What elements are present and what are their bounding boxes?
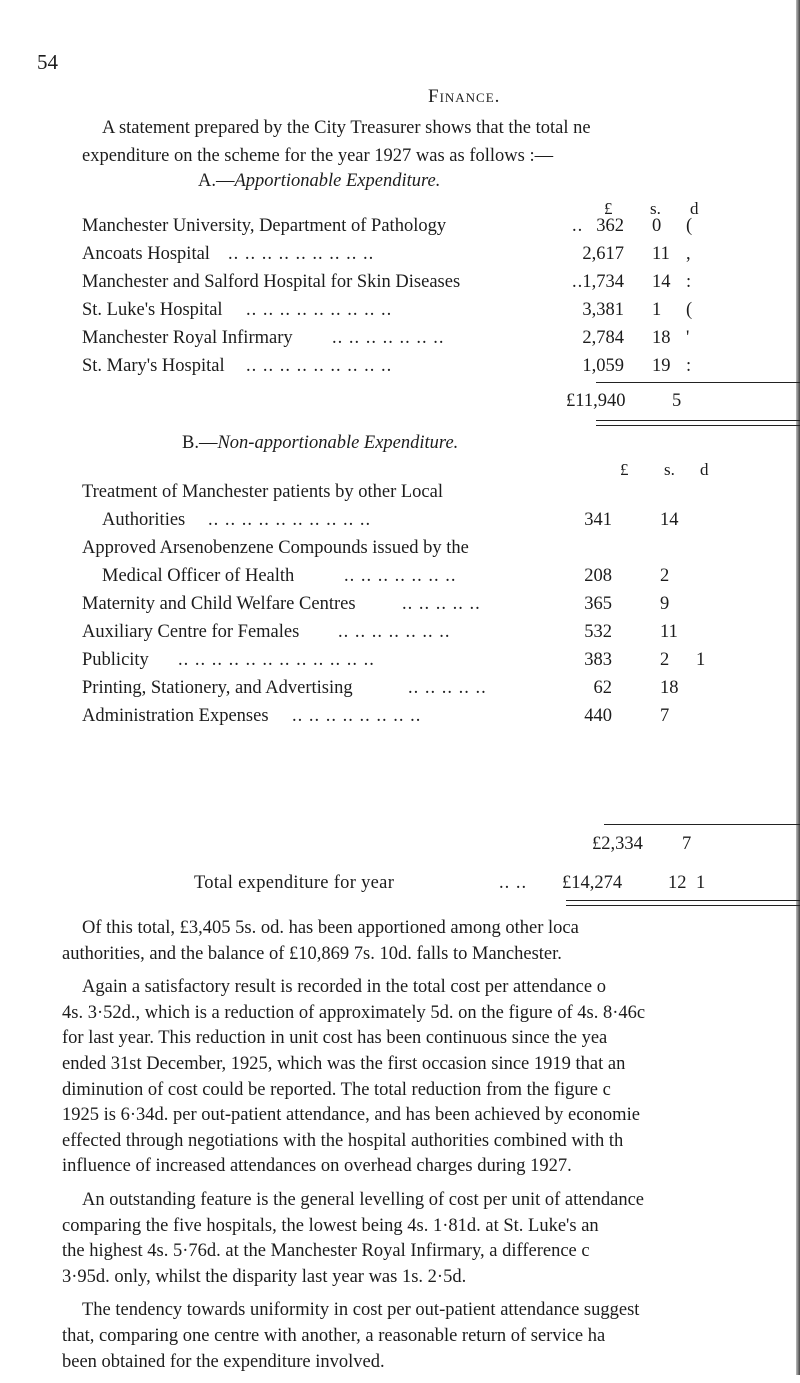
row-shillings: 14 (652, 272, 671, 292)
table-row (82, 590, 800, 618)
table-row (82, 352, 800, 380)
grand-total-label: Total expenditure for year (194, 873, 395, 893)
leader-dots: .. (572, 272, 584, 292)
row-pounds: 440 (584, 706, 612, 726)
text-line: An outstanding feature is the general levelling of cost per unit of attendance (82, 1189, 645, 1210)
text-line: 1925 is 6·34d. per out-patient attendance, and has been achieved by economie (62, 1105, 640, 1126)
row-pence: , (686, 244, 691, 264)
row-shillings: 9 (660, 594, 670, 614)
text-line: for last year. This reduction in unit cost has been continuous since the yea (62, 1028, 608, 1049)
section-b-title-text: Non-apportionable Expenditure. (217, 433, 459, 453)
row-label: Printing, Stationery, and Advertising (82, 678, 353, 698)
grand-total-row (194, 873, 706, 894)
page-number: 54 (37, 50, 58, 74)
text-line: effected through negotiations with the hospital authorities combined with th (62, 1130, 624, 1151)
section-b-total (592, 834, 692, 855)
text-line: that, comparing one centre with another, a reasonable return of service ha (62, 1325, 606, 1346)
row-pounds: 362 (596, 216, 624, 236)
row-label: Publicity (82, 650, 149, 670)
row-pounds: 532 (584, 622, 612, 642)
row-label: Manchester Royal Infirmary (82, 328, 293, 348)
leader-dots: .. .. .. .. .. .. .. .. .. (246, 300, 393, 320)
shillings-unit: s. (650, 199, 661, 218)
text-line: 4s. 3·52d., which is a reduction of approximately 5d. on the figure of 4s. 8·46c (62, 1002, 646, 1023)
row-pounds: 62 (593, 678, 612, 698)
table-row (82, 296, 800, 324)
text-line: 3·95d. only, whilst the disparity last year was 1s. 2·5d. (62, 1266, 467, 1287)
row-label: Approved Arsenobenzene Compounds issued by the (82, 538, 469, 558)
grand-total-pounds: £14,274 (562, 873, 623, 893)
leader-dots: .. .. .. .. .. .. .. (344, 566, 457, 586)
leader-dots: .. .. .. .. .. .. .. .. .. .. .. .. (178, 650, 375, 670)
row-pence: 1 (696, 650, 706, 670)
grand-total-shillings: 12 (668, 873, 687, 893)
table-row (82, 268, 800, 296)
shillings-unit: s. (664, 460, 675, 479)
row-shillings: 18 (660, 678, 679, 698)
text-line: diminution of cost could be reported. The total reduction from the figure c (62, 1079, 611, 1100)
text-line: been obtained for the expenditure involved. (62, 1351, 385, 1372)
pounds-unit: £ (620, 460, 629, 479)
leader-dots: .. .. .. .. .. .. .. .. (292, 706, 422, 726)
section-b-prefix: B.— (182, 433, 218, 453)
text-line: influence of increased attendances on overhead charges during 1927. (62, 1156, 572, 1177)
leader-dots: .. .. (499, 873, 528, 893)
row-label-continued: Authorities (102, 510, 186, 530)
row-label: Manchester and Salford Hospital for Skin Diseases (82, 272, 461, 292)
text-line: the highest 4s. 5·76d. at the Manchester Royal Infirmary, a difference c (62, 1241, 590, 1262)
section-b-title (182, 433, 458, 454)
row-pounds: 2,617 (582, 244, 624, 264)
row-pence: : (686, 356, 692, 376)
pounds-unit: £ (604, 199, 613, 218)
section-a-total (566, 391, 682, 412)
text-line: authorities, and the balance of £10,869 7s. 10d. falls to Manchester. (62, 943, 562, 964)
leader-dots: .. .. .. .. .. .. .. (338, 622, 451, 642)
section-a-total-shillings: 5 (672, 391, 682, 411)
pence-unit: d (690, 199, 699, 218)
row-pounds: 2,784 (582, 328, 624, 348)
row-label: Ancoats Hospital (82, 244, 210, 264)
leader-dots: .. (572, 216, 584, 236)
subtotal-rule (604, 824, 800, 825)
row-label: Treatment of Manchester patients by other Local (82, 482, 443, 502)
text-line: ended 31st December, 1925, which was the first occasion since 1919 that an (62, 1053, 626, 1074)
row-pence: ( (686, 300, 693, 320)
intro-line: expenditure on the scheme for the year 1927 was as follows :— (82, 146, 554, 166)
section-a-title (198, 171, 440, 192)
section-a-title-text: Apportionable Expenditure. (234, 171, 441, 191)
row-pence: : (686, 272, 692, 292)
text-line: The tendency towards uniformity in cost per out-patient attendance suggest (82, 1300, 640, 1321)
row-shillings: 0 (652, 216, 662, 236)
row-pounds: 383 (584, 650, 612, 670)
row-shillings: 7 (660, 706, 670, 726)
row-pence: ( (686, 216, 693, 236)
table-row (82, 646, 800, 674)
row-label: Manchester University, Department of Pathology (82, 216, 447, 236)
table-row (82, 240, 800, 268)
intro-paragraph (82, 114, 800, 170)
grand-total-double-rule (566, 900, 800, 906)
pence-unit: d (700, 460, 709, 479)
row-pounds: 1,734 (582, 272, 624, 292)
table-row (82, 478, 800, 534)
row-label: Maternity and Child Welfare Centres (82, 594, 356, 614)
row-label: Administration Expenses (82, 706, 269, 726)
subtotal-rule (596, 382, 800, 383)
row-pence: ' (686, 328, 690, 348)
total-double-rule (596, 420, 800, 426)
row-pounds: 208 (584, 566, 612, 586)
leader-dots: .. .. .. .. .. (408, 678, 487, 698)
section-a-table (82, 212, 800, 380)
row-shillings: 2 (660, 566, 670, 586)
section-b-table (82, 478, 800, 730)
row-label: St. Luke's Hospital (82, 300, 223, 320)
text-line: Again a satisfactory result is recorded in the total cost per attendance o (82, 977, 606, 998)
paragraph (62, 975, 800, 1180)
row-pounds: 365 (584, 594, 612, 614)
row-shillings: 1 (652, 300, 662, 320)
table-row (82, 534, 800, 590)
text-line: comparing the five hospitals, the lowest being 4s. 1·81d. at St. Luke's an (62, 1215, 599, 1236)
section-b-total-pounds: £2,334 (592, 834, 643, 854)
row-shillings: 19 (652, 356, 671, 376)
paragraph (62, 1298, 800, 1375)
paragraph (62, 916, 800, 967)
section-a-total-pounds: £11,940 (566, 391, 626, 411)
row-label: St. Mary's Hospital (82, 356, 225, 376)
row-pounds: 3,381 (582, 300, 624, 320)
leader-dots: .. .. .. .. .. (402, 594, 481, 614)
table-row (82, 702, 800, 730)
row-shillings: 11 (652, 244, 670, 264)
leader-dots: .. .. .. .. .. .. .. .. .. (228, 244, 375, 264)
table-row (82, 618, 800, 646)
section-heading: Finance. (428, 86, 501, 107)
row-pounds: 341 (584, 510, 612, 530)
table-row (82, 212, 800, 240)
row-label: Auxiliary Centre for Females (82, 622, 300, 642)
section-b-total-shillings: 7 (682, 834, 692, 854)
grand-total-pence: 1 (696, 873, 706, 893)
leader-dots: .. .. .. .. .. .. .. .. .. (246, 356, 393, 376)
table-row (82, 674, 800, 702)
row-shillings: 2 (660, 650, 670, 670)
body-text (62, 916, 800, 1383)
table-row (82, 324, 800, 352)
section-a-prefix: A.— (198, 171, 235, 191)
leader-dots: .. .. .. .. .. .. .. (332, 328, 445, 348)
row-shillings: 11 (660, 622, 678, 642)
text-line: Of this total, £3,405 5s. od. has been apportioned among other loca (82, 918, 579, 938)
leader-dots: .. .. .. .. .. .. .. .. .. .. (208, 510, 372, 530)
intro-line: A statement prepared by the City Treasurer shows that the total ne (102, 118, 591, 138)
row-shillings: 18 (652, 328, 671, 348)
paragraph (62, 1188, 800, 1290)
row-label-continued: Medical Officer of Health (102, 566, 295, 586)
row-pounds: 1,059 (582, 356, 624, 376)
row-shillings: 14 (660, 510, 679, 530)
